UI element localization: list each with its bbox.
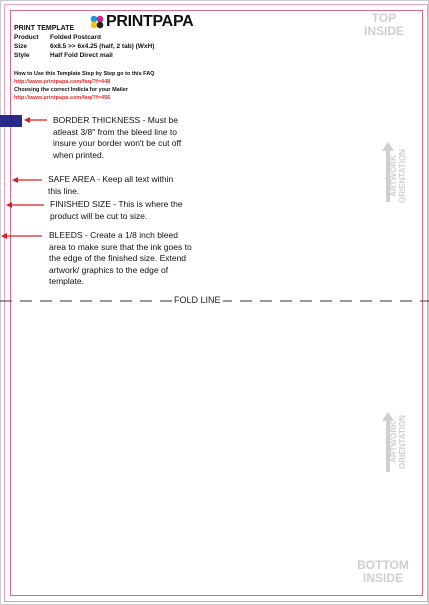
arrow-left-icon [12, 177, 42, 183]
indicia-link[interactable]: http://www.printpapa.com/faq/?f=456 [14, 95, 111, 101]
bleeds-note: BLEEDS - Create a 1/8 inch bleed area to make sure that the ink goes to the edge of the finished size. Extend artwork/ graphics to the edge of template. [49, 230, 192, 286]
faq-text: How to Use this Template Step by Step go to this FAQ [14, 71, 155, 77]
logo-text: PRINTPAPA [106, 13, 194, 30]
border-thickness-note: BORDER THICKNESS - Must be atleast 3/8" from the bleed line to insure your border won't be cut off when printed. [53, 115, 182, 160]
arrow-left-icon [24, 117, 47, 123]
bottom-inside-label: BOTTOM INSIDE [357, 558, 409, 585]
faq-link[interactable]: http://www.printpapa.com/faq/?f=448 [14, 79, 111, 85]
spec-style: Style Half Fold Direct mail [14, 52, 113, 59]
safe-area-note: SAFE AREA - Keep all text within this line. [48, 174, 174, 196]
artwork-orientation-label: ARTWORK ORIENTATION [389, 415, 407, 469]
spec-size: Size 6x8.5 >> 6x4.25 (half, 2 tab) (WxH) [14, 43, 155, 50]
spec-product: Product Folded Postcard [14, 34, 101, 41]
fold-line-label: FOLD LINE [174, 295, 221, 305]
artwork-orientation-label: ARTWORK ORIENTATION [389, 149, 407, 203]
indicia-text: Choosing the correct Indicia for your Mailer [14, 87, 128, 93]
top-inside-label: TOP INSIDE [363, 11, 404, 38]
finished-size-note: FINISHED SIZE - This is where the product will be cut to size. [50, 199, 183, 221]
template-title: PRINT TEMPLATE [14, 25, 75, 32]
arrow-left-icon [1, 233, 42, 239]
arrow-left-icon [6, 202, 44, 208]
